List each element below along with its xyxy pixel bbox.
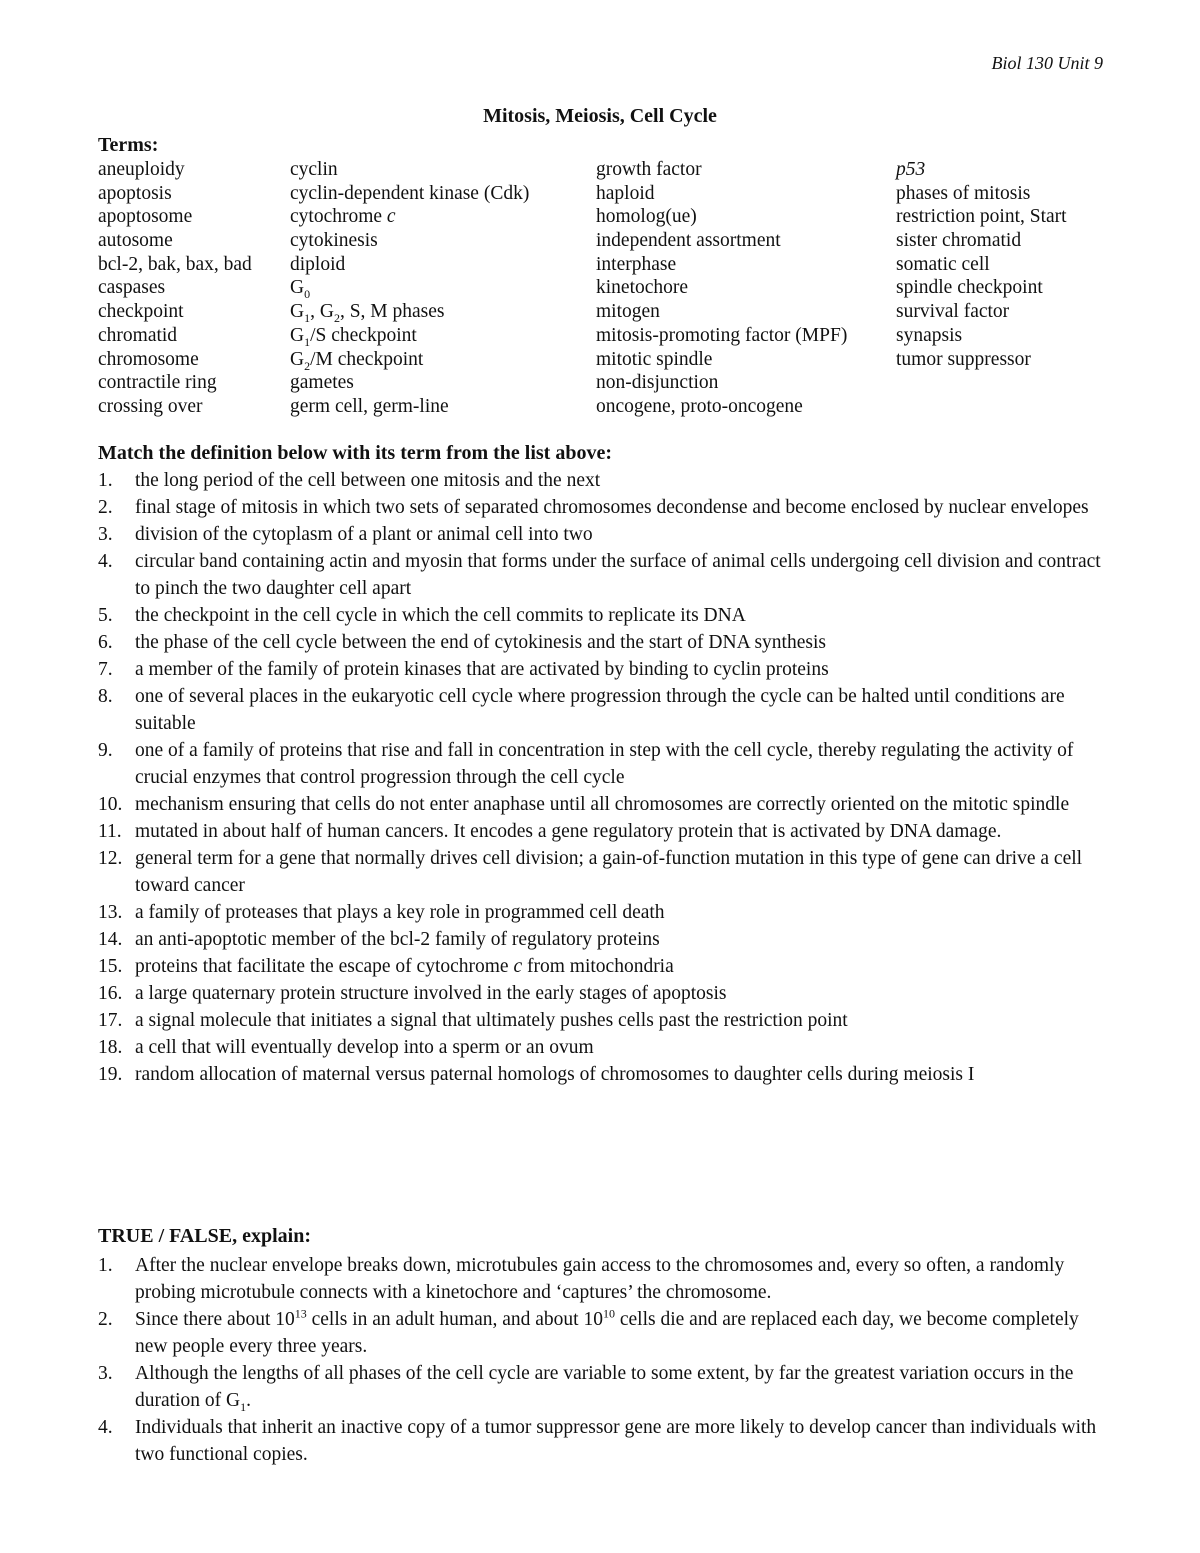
term-item: apoptosis [98, 182, 172, 204]
term-item: independent assortment [596, 230, 781, 252]
true-false-item [98, 1252, 1108, 1306]
item-text: an anti-apoptotic member of the bcl-2 family of regulatory proteins [135, 929, 660, 950]
item-number: 12. [98, 848, 123, 869]
item-number: 16. [98, 983, 123, 1004]
item-number: 4. [98, 1417, 113, 1438]
item-number: 15. [98, 956, 123, 977]
definitions-list [98, 467, 1108, 1088]
term-item: contractile ring [98, 372, 217, 394]
item-number: 13. [98, 902, 123, 923]
item-text: division of the cytoplasm of a plant or animal cell into two [135, 524, 593, 545]
true-false-item [98, 1414, 1108, 1468]
item-text: proteins that facilitate the escape of cytochrome c from mitochondria [135, 956, 674, 977]
item-text: the checkpoint in the cell cycle in which the cell commits to replicate its DNA [135, 605, 746, 626]
term-item: cyclin-dependent kinase (Cdk) [290, 182, 530, 204]
definition-item [98, 953, 1108, 980]
item-text: general term for a gene that normally drives cell division; a gain-of-function mutation in this type of gene can drive a cell toward cancer [135, 848, 1083, 896]
term-item: growth factor [596, 159, 702, 180]
item-text: a cell that will eventually develop into a sperm or an ovum [135, 1037, 594, 1058]
definition-item [98, 1061, 1108, 1088]
term-item: oncogene, proto-oncogene [596, 395, 803, 417]
term-item: caspases [98, 277, 166, 299]
item-number: 14. [98, 929, 123, 950]
term-item: non-disjunction [596, 372, 719, 394]
page-title: Mitosis, Meiosis, Cell Cycle [483, 105, 717, 127]
term-item: $G_1/S$ checkpoint [290, 324, 417, 349]
item-text: Since there about $10^{13}$ cells in an adult human, and about $10^{10}$ cells die and are replaced each day, we become completely new people every three years. [135, 1306, 1079, 1357]
item-number: 4. [98, 551, 113, 572]
term-item: diploid [290, 253, 346, 275]
item-text: the long period of the cell between one mitosis and the next [135, 470, 601, 491]
match-heading: Match the definition below with its term from the list above: [98, 442, 613, 464]
term-item: cytochrome c [290, 206, 396, 228]
item-number: 5. [98, 605, 113, 626]
item-text: Individuals that inherit an inactive copy of a tumor suppressor gene are more likely to develop cancer than individuals with two functional copies. [135, 1417, 1097, 1465]
term-item: mitotic spindle [596, 348, 713, 370]
terms-column-1 [98, 158, 290, 419]
item-number: 3. [98, 524, 113, 545]
course-header: Biol 130 Unit 9 [991, 53, 1103, 73]
definition-item [98, 980, 1108, 1007]
item-text: mechanism ensuring that cells do not enter anaphase until all chromosomes are correctly oriented on the mitotic spindle [135, 794, 1070, 815]
definition-item [98, 521, 1108, 548]
true-false-heading: TRUE / FALSE, explain: [98, 1225, 311, 1247]
term-item: spindle checkpoint [896, 277, 1043, 299]
term-item: gametes [290, 372, 354, 394]
term-item: cyclin [290, 159, 338, 180]
term-item: crossing over [98, 395, 203, 417]
item-number: 1. [98, 1255, 113, 1276]
definition-item [98, 683, 1108, 737]
terms-heading: Terms: [98, 134, 159, 156]
item-number: 3. [98, 1363, 113, 1384]
definition-item [98, 467, 1108, 494]
item-text: circular band containing actin and myosin that forms under the surface of animal cells undergoing cell division and contract to pinch the two daughter cell apart [135, 551, 1101, 599]
term-item: $G_2/M$ checkpoint [290, 348, 424, 373]
definition-item [98, 926, 1108, 953]
term-item: apoptosome [98, 206, 193, 228]
item-text: final stage of mitosis in which two sets of separated chromosomes decondense and become enclosed by nuclear envelopes [135, 497, 1089, 518]
item-number: 7. [98, 659, 113, 680]
definition-item [98, 656, 1108, 683]
definition-item [98, 818, 1108, 845]
term-item: cytokinesis [290, 230, 378, 252]
term-item: autosome [98, 230, 173, 252]
term-item: interphase [596, 253, 677, 275]
item-number: 6. [98, 632, 113, 653]
true-false-item [98, 1360, 1108, 1414]
item-text: random allocation of maternal versus paternal homologs of chromosomes to daughter cells during meiosis I [135, 1064, 975, 1085]
definition-item [98, 548, 1108, 602]
definition-item [98, 1034, 1108, 1061]
definition-item [98, 791, 1108, 818]
term-item: restriction point, Start [896, 206, 1067, 228]
term-item: phases of mitosis [896, 182, 1031, 204]
item-text: a signal molecule that initiates a signal that ultimately pushes cells past the restriction point [135, 1010, 848, 1031]
true-false-item [98, 1306, 1108, 1360]
definition-item [98, 899, 1108, 926]
item-number: 2. [98, 497, 113, 518]
item-number: 11. [98, 821, 122, 842]
term-item: mitosis-promoting factor (MPF) [596, 324, 848, 346]
terms-table [98, 158, 1116, 419]
term-item: tumor suppressor [896, 348, 1031, 370]
definition-item [98, 629, 1108, 656]
term-item: chromosome [98, 348, 199, 370]
term-item: sister chromatid [896, 230, 1022, 252]
term-item: synapsis [896, 324, 963, 346]
item-text: a family of proteases that plays a key role in programmed cell death [135, 902, 665, 923]
terms-column-2 [290, 158, 596, 419]
item-number: 17. [98, 1010, 123, 1031]
term-item: bcl-2, bak, bax, bad [98, 253, 252, 275]
item-number: 18. [98, 1037, 123, 1058]
term-item: germ cell, germ-line [290, 395, 449, 417]
term-item: aneuploidy [98, 159, 185, 180]
item-number: 1. [98, 470, 113, 491]
term-item: survival factor [896, 301, 1010, 323]
item-text: one of several places in the eukaryotic cell cycle where progression through the cycle can be halted until conditions are suitable [135, 686, 1065, 734]
term-item: chromatid [98, 324, 178, 346]
item-number: 2. [98, 1309, 113, 1330]
item-text: Although the lengths of all phases of the cell cycle are variable to some extent, by far the greatest variation occurs in the duration of $G_1$. [135, 1363, 1074, 1414]
true-false-list [98, 1252, 1108, 1468]
term-item: mitogen [596, 301, 660, 323]
item-text: one of a family of proteins that rise and fall in concentration in step with the cell cycle, thereby regulating the activity of crucial enzymes that control progression through the cell cycle [135, 740, 1074, 788]
definition-item [98, 845, 1108, 899]
terms-column-4 [896, 158, 1116, 419]
term-item: p53 [896, 159, 926, 180]
definition-item [98, 737, 1108, 791]
item-text: a member of the family of protein kinases that are activated by binding to cyclin proteins [135, 659, 829, 680]
term-item: homolog(ue) [596, 206, 697, 228]
definition-item [98, 602, 1108, 629]
item-number: 10. [98, 794, 123, 815]
item-text: the phase of the cell cycle between the end of cytokinesis and the start of DNA synthesis [135, 632, 826, 653]
item-text: mutated in about half of human cancers. It encodes a gene regulatory protein that is activated by DNA damage. [135, 821, 1002, 842]
term-item: haploid [596, 182, 655, 204]
definition-item [98, 494, 1108, 521]
term-item: somatic cell [896, 253, 990, 275]
term-item: $G_1$, $G_2$, S, M phases [290, 301, 445, 326]
item-text: a large quaternary protein structure involved in the early stages of apoptosis [135, 983, 727, 1004]
terms-column-3 [596, 158, 896, 419]
item-number: 9. [98, 740, 113, 761]
term-item: kinetochore [596, 277, 689, 299]
definition-item [98, 1007, 1108, 1034]
term-item: checkpoint [98, 301, 184, 323]
term-item: $G_0$ [290, 277, 311, 302]
item-number: 8. [98, 686, 113, 707]
item-text: After the nuclear envelope breaks down, microtubules gain access to the chromosomes and, every so often, a randomly probing microtubule connects with a kinetochore and ‘captures’ the chromosome. [135, 1255, 1065, 1303]
item-number: 19. [98, 1064, 123, 1085]
